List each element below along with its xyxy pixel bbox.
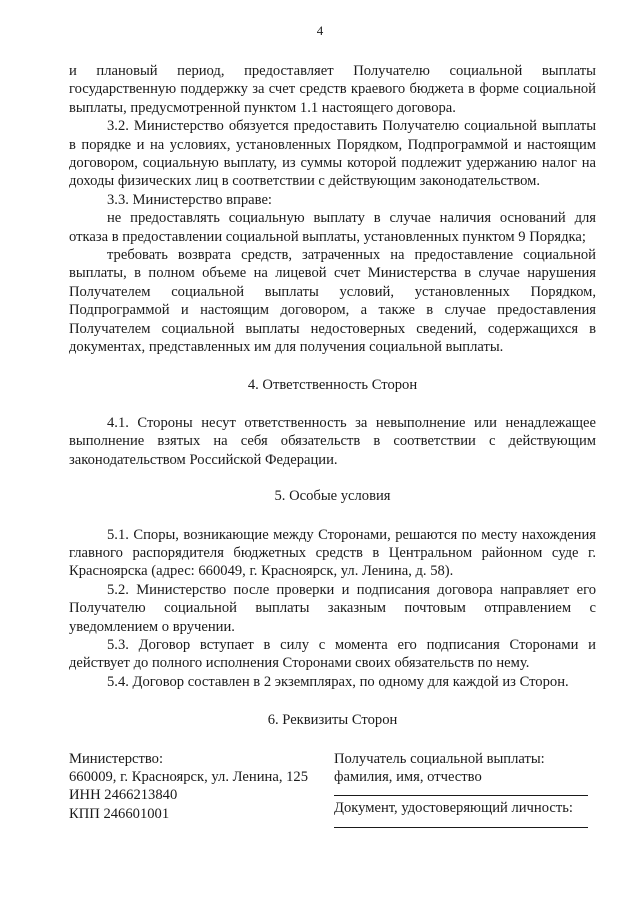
section-6-heading: 6. Реквизиты Сторон <box>267 712 398 729</box>
paragraph-5-4: 5.4. Договор составлен в 2 экземплярах, по одному для каждой из Сторон. <box>107 673 569 690</box>
recipient-document-line <box>334 818 588 828</box>
paragraph-continuation: и плановый период, предоставляет Получателю социальной выплаты государственную поддержку за счет средств краевого бюджета в форме социальной выплаты, предусмотренной пунктом 1.1 настоящего договора. <box>69 63 596 116</box>
paragraph-5-3: 5.3. Договор вступает в силу с момента его подписания Сторонами и действует до полного исполнения Сторонами своих обязательств по нему. <box>69 636 596 672</box>
ministry-inn: ИНН 2466213840 <box>69 787 178 804</box>
paragraph-5-2: 5.2. Министерство после проверки и подписания договора направляет его Получателю социальной выплаты заказным почтовым отправлением с уведомлением о вручении. <box>69 581 596 635</box>
ministry-kpp: КПП 246601001 <box>69 805 170 822</box>
recipient-requisites <box>334 750 596 828</box>
recipient-label: Получатель социальной выплаты: <box>334 750 545 767</box>
paragraph-3-2: 3.2. Министерство обязуется предоставить Получателю социальной выплаты в порядке и на условиях, установленных Порядком, Подпрограммой и настоящим договором, социальную выплату, из суммы которой подлежит удержанию налог на доходы физических лиц в соответствии с действующим законодательством. <box>69 118 596 190</box>
section-4-heading: 4. Ответственность Сторон <box>247 376 418 393</box>
paragraph-3-3: 3.3. Министерство вправе: <box>107 191 272 208</box>
recipient-document-caption: Документ, удостоверяющий личность: <box>334 800 573 817</box>
page-number: 4 <box>316 23 324 38</box>
document-body <box>69 62 596 828</box>
paragraph-4-1: 4.1. Стороны несут ответственность за невыполнение или ненадлежащее выполнение взятых на себя обязательств в соответствии с действующим законодательством Российской Федерации. <box>69 414 596 468</box>
paragraph-3-3-item-1: не предоставлять социальную выплату в случае наличия оснований для отказа в предоставлении социальной выплаты, установленных пунктом 9 Порядка; <box>69 210 596 245</box>
recipient-name-line <box>334 786 588 796</box>
requisites-block <box>69 750 596 828</box>
paragraph-3-3-item-2: требовать возврата средств, затраченных на предоставление социальной выплаты, в полном объеме на лицевой счет Министерства в случае нарушения Получателем социальной выплаты условий, установленных Порядком, Подпрограммой и настоящим договором, а также в случае предоставления Получателем социальной выплаты недостоверных сведений, содержащихся в документах, представленных им для получения социальной выплаты. <box>69 247 596 356</box>
recipient-name-caption: фамилия, имя, отчество <box>334 769 482 785</box>
paragraph-5-1: 5.1. Споры, возникающие между Сторонами, решаются по месту нахождения главного распорядителя бюджетных средств в Центральном районном суде г. Красноярска (адрес: 660049, г. Красноярск, ул. Ленина, д. 58). <box>69 526 596 580</box>
ministry-requisites <box>69 750 331 828</box>
ministry-label: Министерство: <box>69 750 164 767</box>
section-5-heading: 5. Особые условия <box>274 488 391 505</box>
ministry-address: 660009, г. Красноярск, ул. Ленина, 125 <box>69 769 309 785</box>
